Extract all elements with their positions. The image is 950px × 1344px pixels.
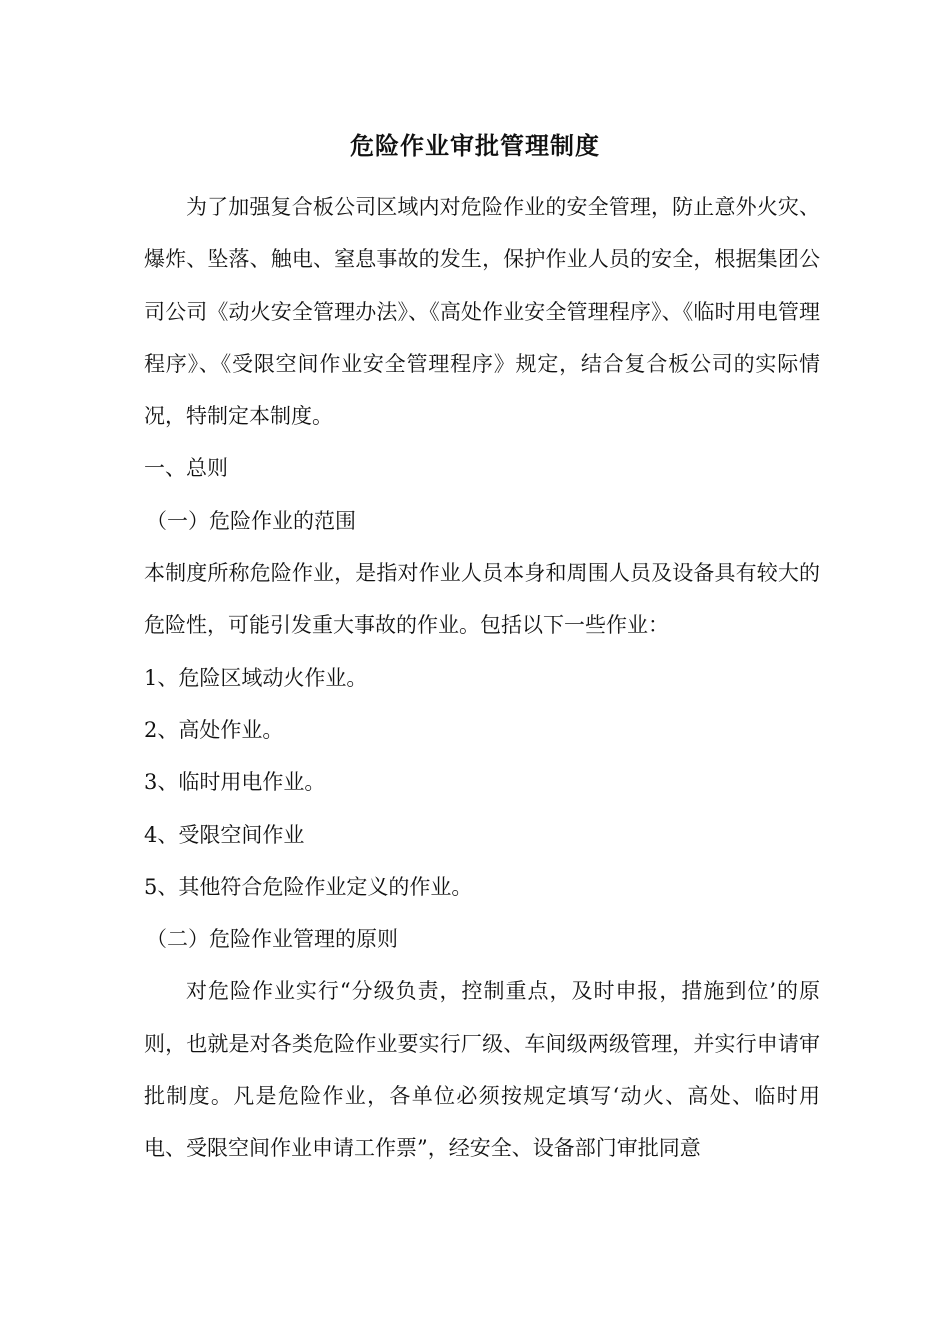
document-body: [144, 181, 820, 1175]
scope-paragraph: 本制度所称危险作业，是指对作业人员本身和周围人员及设备具有较大的危险性，可能引发重大事故的作业。包括以下一些作业：: [144, 561, 820, 638]
subsection-heading-principles: （二）危险作业管理的原则: [146, 927, 398, 952]
list-item: 5、其他符合危险作业定义的作业。: [144, 874, 473, 899]
intro-paragraph: 为了加强复合板公司区域内对危险作业的安全管理，防止意外火灾、爆炸、坠落、触电、窒息事故的发生，保护作业人员的安全，根据集团公司公司《动火安全管理办法》、《高处作业安全管理程序》、《临时用电管理程序》、《受限空间作业安全管理程序》规定，结合复合板公司的实际情况，特制定本制度。: [144, 195, 820, 429]
principles-paragraph: 对危险作业实行“分级负责，控制重点，及时申报，措施到位’的原则，也就是对各类危险作业要实行厂级、车间级两级管理，并实行申请审批制度。凡是危险作业，各单位必须按规定填写‘动火、高处、临时用电、受限空间作业申请工作票”，经安全、设备部门审批同意: [144, 979, 820, 1161]
list-item: 2、高处作业。: [144, 717, 284, 742]
subsection-heading-scope: （一）危险作业的范围: [146, 508, 356, 533]
list-item: 1、危险区域动火作业。: [144, 665, 368, 690]
list-item: 3、临时用电作业。: [144, 770, 326, 795]
section-heading-general: 一、总则: [144, 456, 228, 481]
list-item: 4、受限空间作业: [144, 822, 305, 847]
document-title: 危险作业审批管理制度: [350, 132, 600, 160]
